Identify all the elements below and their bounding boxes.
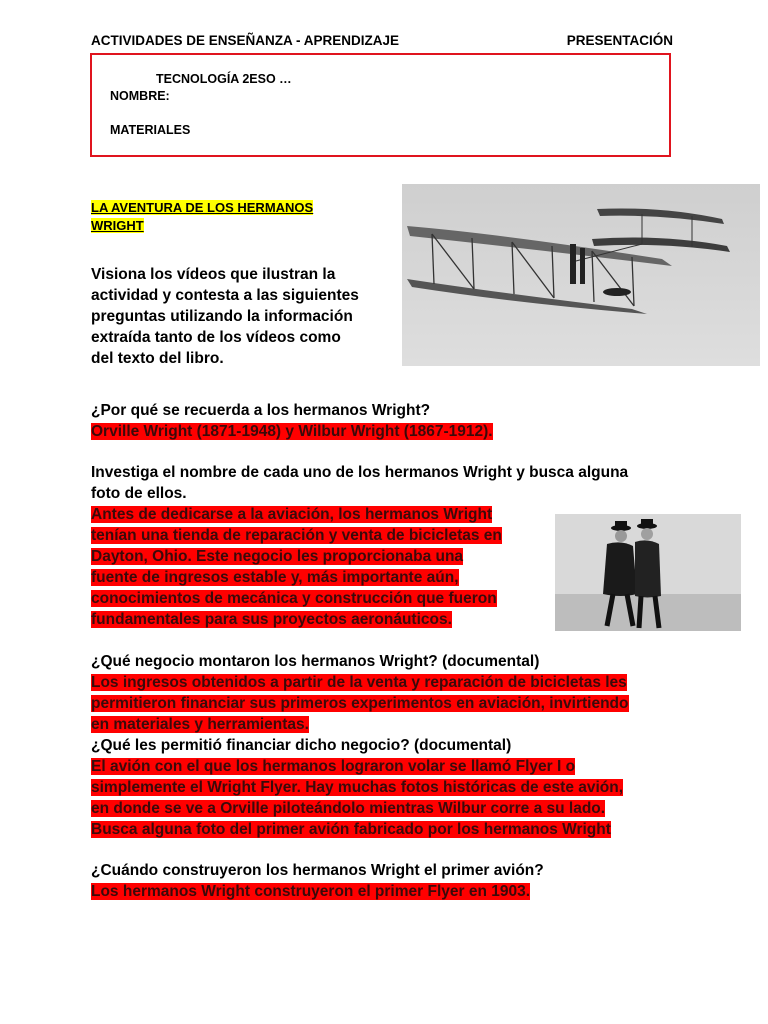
header-left: ACTIVIDADES DE ENSEÑANZA - APRENDIZAJE	[91, 33, 400, 48]
question-5: ¿Cuándo construyeron los hermanos Wright el primer avión?	[91, 862, 544, 879]
header-right: PRESENTACIÓN	[566, 33, 673, 48]
intro-line: extraída tanto de los vídeos como	[91, 329, 341, 346]
answer-5-text: Los hermanos Wright construyeron el primer Flyer en 1903.	[91, 883, 531, 900]
question-1: ¿Por qué se recuerda a los hermanos Wright?	[91, 402, 431, 419]
name-label: NOMBRE:	[110, 89, 170, 103]
answer-4	[91, 756, 673, 840]
intro-line: Visiona los vídeos que ilustran la	[91, 266, 336, 283]
answer-3	[91, 672, 673, 735]
answer-2-line: Dayton, Ohio. Este negocio les proporcionaba una	[91, 548, 464, 565]
answer-2-line: fundamentales para sus proyectos aeronáuticos.	[91, 611, 452, 628]
question-3: ¿Qué negocio montaron los hermanos Wright? (documental)	[91, 653, 540, 670]
answer-2-line: fuente de ingresos estable y, más importante aún,	[91, 569, 459, 586]
question-2	[91, 462, 691, 504]
course-label: TECNOLOGÍA 2ESO …	[156, 72, 292, 86]
brothers-photo	[555, 514, 741, 631]
intro-line: preguntas utilizando la información	[91, 308, 353, 325]
materials-label: MATERIALES	[110, 123, 191, 137]
airplane-photo	[402, 184, 760, 366]
answer-5	[91, 881, 530, 902]
answer-4-line: simplemente el Wright Flyer. Hay muchas fotos históricas de este avión,	[91, 779, 624, 796]
answer-2-line: Antes de dedicarse a la aviación, los hermanos Wright	[91, 506, 493, 523]
answer-3-line: permitieron financiar sus primeros experimentos en aviación, invirtiendo	[91, 695, 629, 712]
answer-2-line: tenían una tienda de reparación y venta de bicicletas en	[91, 527, 502, 544]
answer-4-line: El avión con el que los hermanos lograron volar se llamó Flyer I o	[91, 758, 576, 775]
section-title	[91, 199, 313, 235]
intro-line: actividad y contesta a las siguientes	[91, 287, 359, 304]
title-line-2: WRIGHT	[91, 218, 144, 233]
intro-line: del texto del libro.	[91, 350, 224, 367]
question-2-line: Investiga el nombre de cada uno de los hermanos Wright y busca alguna	[91, 464, 629, 481]
answer-3-line: en materiales y herramientas.	[91, 716, 309, 733]
answer-3-line: Los ingresos obtenidos a partir de la venta y reparación de bicicletas les	[91, 674, 627, 691]
answer-4-line: en donde se ve a Orville piloteándolo mientras Wilbur corre a su lado.	[91, 800, 606, 817]
question-4: ¿Qué les permitió financiar dicho negocio? (documental)	[91, 737, 512, 754]
question-2-line: foto de ellos.	[91, 485, 187, 502]
answer-1	[91, 421, 493, 442]
answer-2-line: conocimientos de mecánica y construcción que fueron	[91, 590, 497, 607]
answer-1-text: Orville Wright (1871-1948) y Wilbur Wright (1867-1912).	[91, 423, 493, 440]
answer-4-line: Busca alguna foto del primer avión fabricado por los hermanos Wright	[91, 821, 611, 838]
intro-paragraph	[91, 264, 391, 369]
student-info-box	[90, 53, 671, 157]
title-line-1: LA AVENTURA DE LOS HERMANOS	[91, 200, 314, 215]
answer-2	[91, 504, 544, 630]
